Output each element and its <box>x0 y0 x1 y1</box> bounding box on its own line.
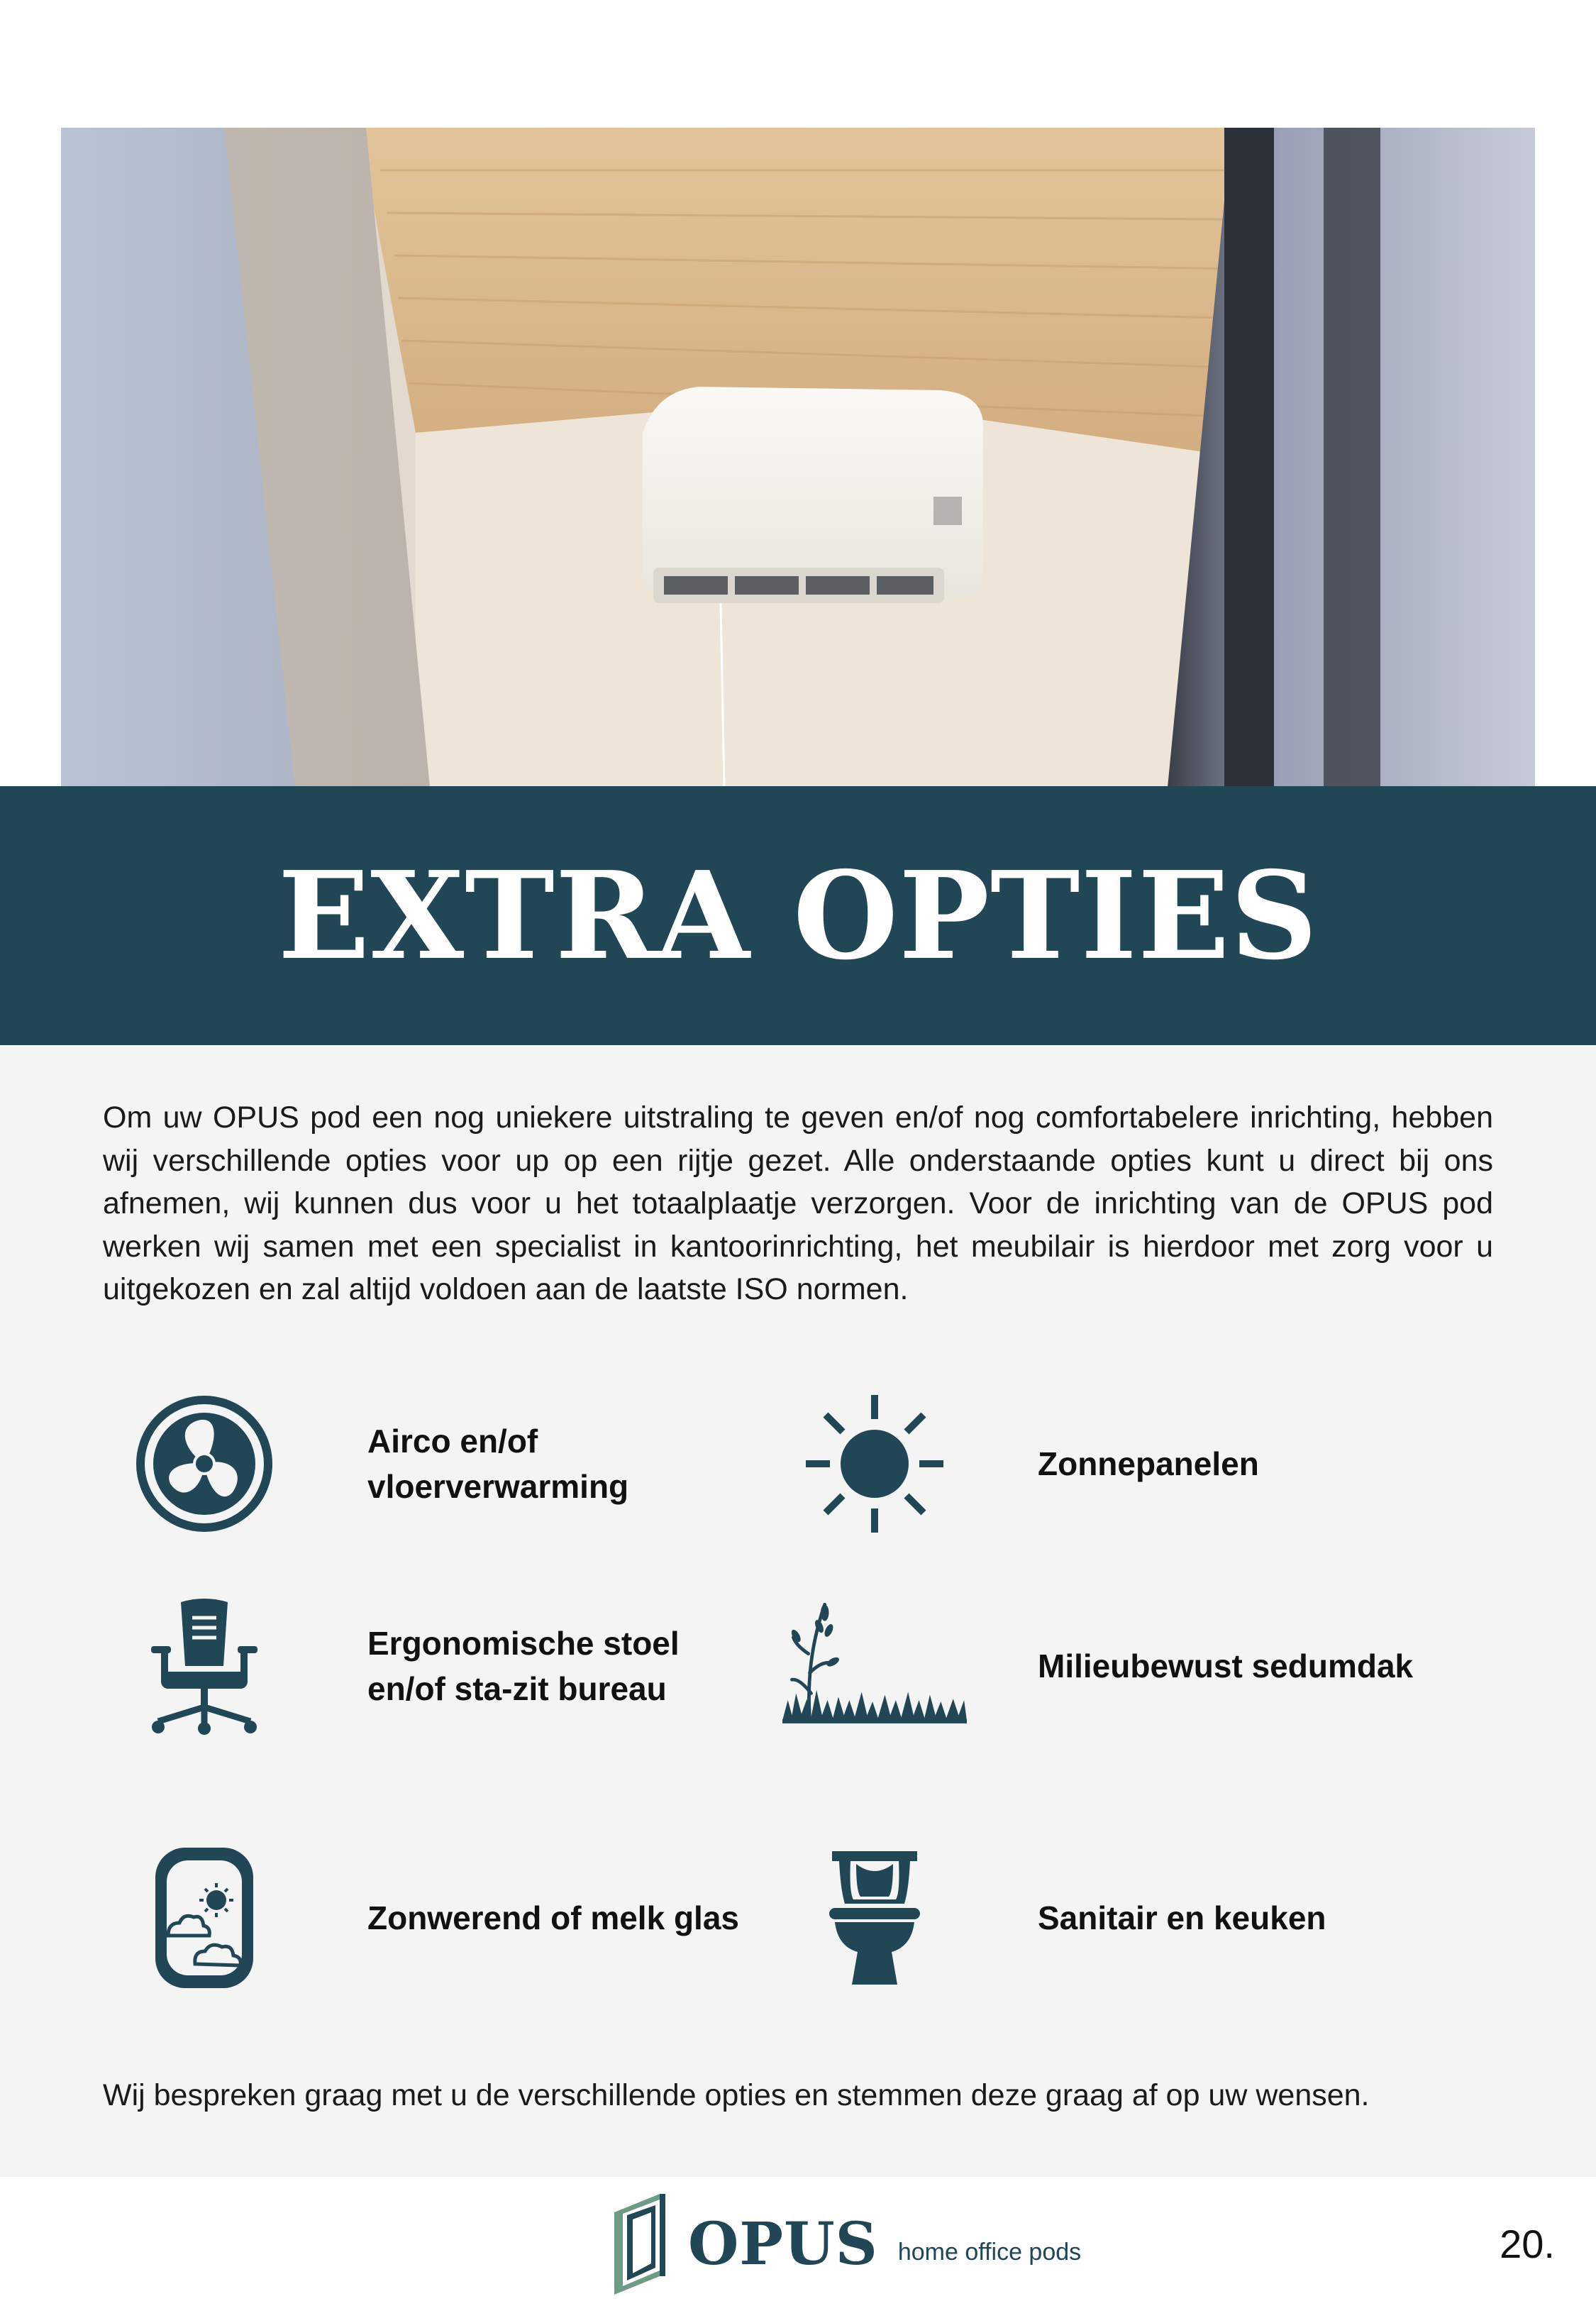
footer <box>0 2177 1596 2306</box>
option-sanitair <box>782 1826 1326 2010</box>
hero-photo <box>61 128 1535 788</box>
option-label: Ergonomische stoel en/of sta-zit bureau <box>367 1625 680 1707</box>
office-chair-icon <box>112 1574 297 1758</box>
page-number: 20. <box>1500 2222 1555 2266</box>
option-label: Zonnepanelen <box>1038 1445 1259 1482</box>
page-title: EXTRA OPTIES <box>277 844 1319 987</box>
option-label: Airco en/of vloerverwarming <box>367 1423 629 1505</box>
logo-tagline: home office pods <box>897 2238 1082 2266</box>
logo-name: OPUS <box>688 2210 878 2278</box>
intro-paragraph: Om uw OPUS pod een nog uniekere uitstraling te geven en/of nog comfortabelere inrichting, hebben wij verschillende opties voor up op een rijtje gezet. Alle onderstaande opties kunt u direct bij ons afnemen, wij kunnen dus voor u het totaalplaatje verzorgen. Voor de inrichting van de OPUS pod werken wij samen met een specialist in kantoorinrichting, het meubilair is hierdoor met zorg voor u uitgekozen en zal altijd voldoen aan de laatste ISO normen. <box>103 1100 1493 1306</box>
window-sun-cloud-icon <box>112 1826 297 2010</box>
closing-paragraph: Wij bespreken graag met u de verschillende opties en stemmen deze graag af op uw wensen. <box>103 2078 1370 2112</box>
option-stoel <box>112 1574 680 1758</box>
air-conditioner-photo <box>61 128 1535 788</box>
option-label: Milieubewust sedumdak <box>1038 1648 1414 1684</box>
toilet-icon <box>782 1826 967 2010</box>
option-airco <box>112 1372 628 1556</box>
sun-icon <box>782 1372 967 1556</box>
option-sedumdak <box>782 1574 1413 1758</box>
option-label: Sanitair en keuken <box>1038 1899 1326 1936</box>
door-logo-icon <box>610 2191 668 2297</box>
option-zonnepanelen <box>782 1372 1259 1556</box>
option-glas <box>112 1826 739 2010</box>
fan-icon <box>112 1372 297 1556</box>
opus-logo <box>610 2191 1081 2297</box>
content-section <box>0 1045 1596 2177</box>
option-label: Zonwerend of melk glas <box>367 1899 739 1936</box>
title-banner <box>0 786 1596 1045</box>
grass-plant-icon <box>782 1574 967 1758</box>
